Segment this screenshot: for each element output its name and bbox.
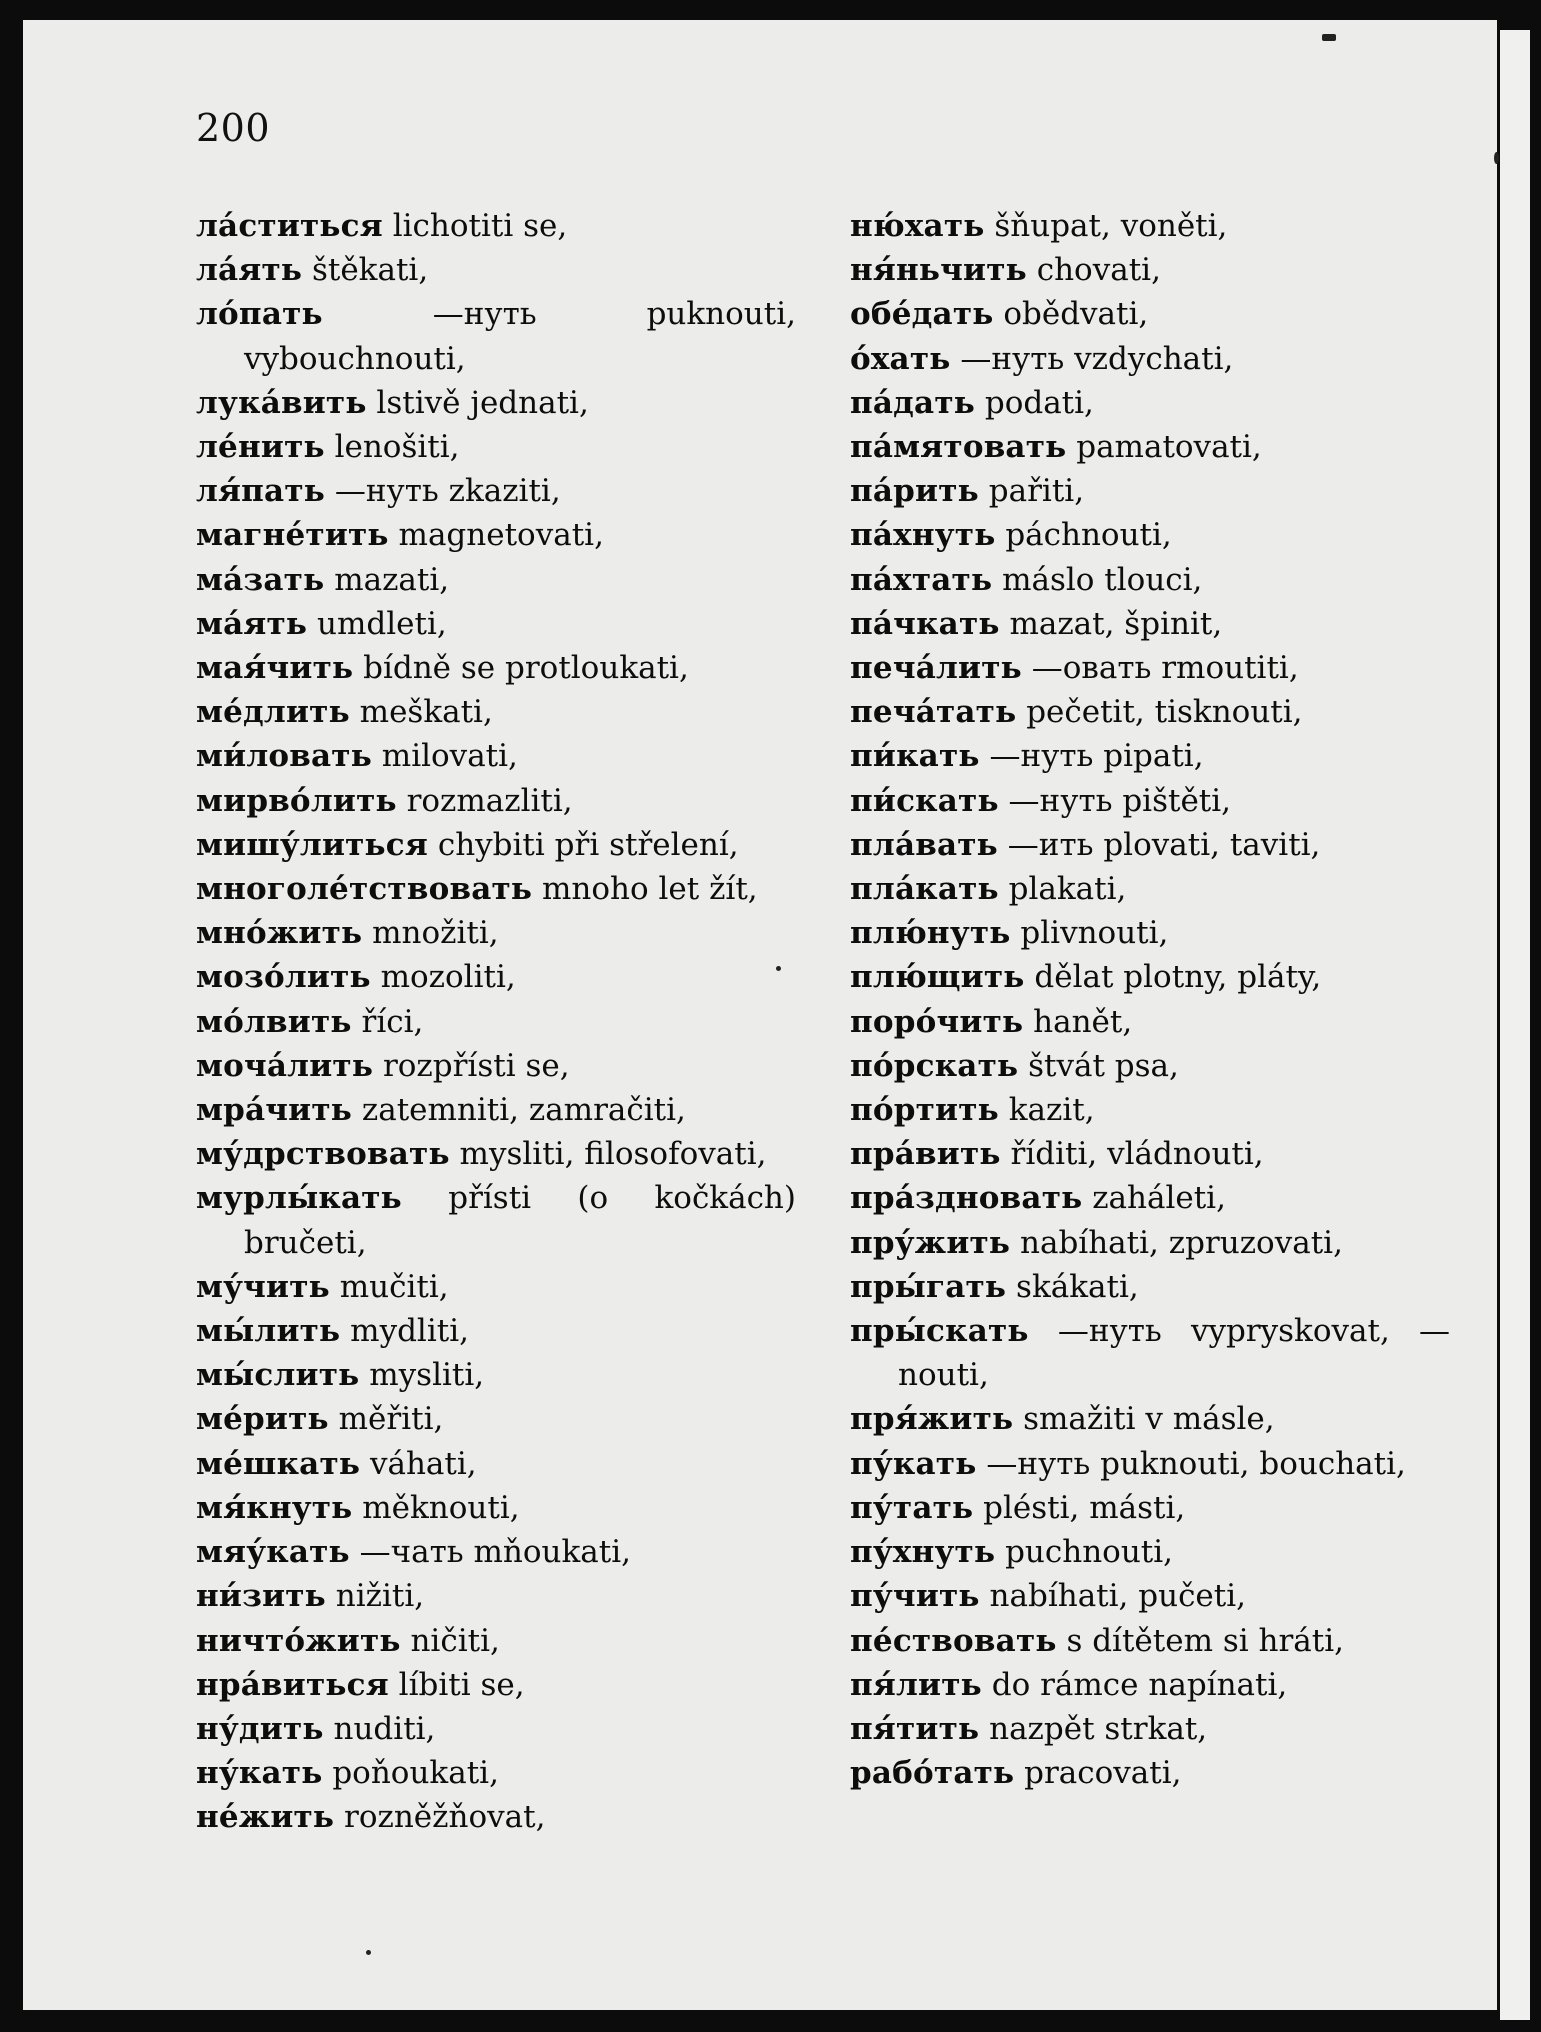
czech-translation: mydliti,	[350, 1313, 469, 1350]
czech-translation: chovati,	[1036, 252, 1161, 289]
right-column	[850, 204, 1450, 1795]
dictionary-entry	[850, 911, 1450, 955]
czech-translation: poňoukati,	[332, 1755, 499, 1792]
czech-translation: kazit,	[1008, 1092, 1095, 1129]
dictionary-entry	[196, 1176, 796, 1264]
czech-translation: —нуть vzdychati,	[960, 340, 1234, 377]
russian-verb: ме́шкать	[196, 1445, 361, 1482]
czech-translation: mazati,	[334, 561, 450, 598]
dictionary-entry	[196, 1397, 796, 1441]
russian-verb: ля́пать	[196, 473, 325, 510]
czech-translation: šňupat, voněti,	[994, 208, 1228, 244]
russian-verb: пла́кать	[850, 871, 999, 908]
dictionary-entry	[196, 734, 796, 778]
russian-verb: пла́вать	[850, 826, 998, 863]
dictionary-entry	[196, 1309, 796, 1353]
russian-verb: плю́щить	[850, 959, 1025, 996]
czech-translation: do rámce napínati,	[991, 1666, 1288, 1703]
russian-verb: печа́тать	[850, 694, 1017, 731]
dictionary-entry	[850, 646, 1450, 690]
dictionary-entry	[850, 1088, 1450, 1132]
czech-translation: —нуть zkaziti,	[334, 473, 561, 510]
czech-translation: mozoliti,	[380, 959, 516, 996]
dictionary-entry	[850, 1663, 1450, 1707]
czech-translation: mysliti, filosofovati,	[459, 1136, 767, 1173]
russian-verb: пру́жить	[850, 1224, 1011, 1261]
russian-verb: ничто́жить	[196, 1622, 401, 1659]
czech-translation: rozmazliti,	[406, 782, 573, 819]
dictionary-entry	[196, 292, 796, 380]
czech-translation: lichotiti se,	[392, 208, 568, 244]
czech-translation: říditi, vládnouti,	[1010, 1136, 1264, 1173]
russian-verb: ла́ять	[196, 252, 303, 289]
czech-translation: páchnouti,	[1005, 517, 1172, 554]
russian-verb: му́чить	[196, 1268, 330, 1305]
czech-translation: pracovati,	[1024, 1755, 1182, 1792]
czech-translation: říci,	[361, 1003, 424, 1040]
russian-verb: пра́здновать	[850, 1180, 1083, 1217]
czech-translation: nižiti,	[335, 1578, 425, 1615]
dictionary-entry	[850, 1530, 1450, 1574]
dictionary-entry	[196, 381, 796, 425]
russian-verb: пры́гать	[850, 1268, 1007, 1305]
czech-translation: pařiti,	[988, 473, 1085, 510]
russian-verb: лука́вить	[196, 384, 367, 421]
czech-translation: nabíhati, pučeti,	[989, 1578, 1247, 1615]
dictionary-entry	[850, 1397, 1450, 1441]
czech-translation: chybiti při střelení,	[437, 826, 739, 863]
dictionary-entry	[196, 204, 796, 248]
czech-translation: dělat plotny, pláty,	[1034, 959, 1322, 996]
dictionary-entry	[196, 1442, 796, 1486]
dictionary-entry	[196, 602, 796, 646]
czech-translation: rozpřísti se,	[382, 1047, 570, 1084]
dictionary-entry	[196, 955, 796, 999]
czech-translation: magnetovati,	[398, 517, 604, 554]
czech-translation: měknouti,	[362, 1489, 520, 1526]
russian-verb: нра́виться	[196, 1666, 389, 1703]
dictionary-entry	[196, 690, 796, 734]
dictionary-entry	[850, 292, 1450, 336]
russian-verb: мирво́лить	[196, 782, 397, 819]
dust-speck	[366, 1950, 371, 1955]
czech-translation: plésti, másti,	[983, 1489, 1186, 1526]
dictionary-entry	[850, 513, 1450, 557]
russian-verb: ня́ньчить	[850, 252, 1027, 289]
czech-translation: smažiti v másle,	[1023, 1401, 1275, 1438]
russian-verb: мурлы́кать	[196, 1180, 402, 1217]
russian-verb: магне́тить	[196, 517, 389, 554]
czech-translation: ničiti,	[410, 1622, 500, 1659]
czech-translation: skákati,	[1016, 1268, 1139, 1305]
czech-translation: štvát psa,	[1028, 1047, 1179, 1084]
russian-verb: па́хтать	[850, 561, 993, 598]
dictionary-entry	[196, 867, 796, 911]
russian-verb: поро́чить	[850, 1003, 1024, 1040]
russian-verb: ло́пать	[196, 296, 323, 333]
czech-translation: množiti,	[372, 915, 499, 952]
dictionary-entry	[196, 1619, 796, 1663]
dictionary-entry	[850, 823, 1450, 867]
left-column	[196, 204, 796, 1840]
czech-translation: lstivě jednati,	[376, 384, 589, 421]
russian-verb: ма́ять	[196, 605, 308, 642]
czech-translation: štěkati,	[311, 252, 429, 289]
dictionary-entry	[850, 558, 1450, 602]
dictionary-entry	[196, 1751, 796, 1795]
czech-translation: mučiti,	[339, 1268, 449, 1305]
czech-translation: meškati,	[359, 694, 493, 731]
russian-verb: па́хнуть	[850, 517, 996, 554]
russian-verb: по́рскать	[850, 1047, 1019, 1084]
dictionary-entry	[850, 1176, 1450, 1220]
russian-verb: многоле́тствовать	[196, 871, 533, 908]
czech-translation: nabíhati, zpruzovati,	[1020, 1224, 1343, 1261]
russian-verb: ну́дить	[196, 1710, 324, 1747]
russian-verb: па́рить	[850, 473, 979, 510]
russian-verb: па́дать	[850, 384, 975, 421]
russian-verb: мра́чить	[196, 1092, 353, 1129]
czech-translation: milovati,	[381, 738, 518, 775]
russian-verb: плю́нуть	[850, 915, 1011, 952]
dictionary-entry	[850, 1132, 1450, 1176]
russian-verb: пу́тать	[850, 1489, 974, 1526]
dictionary-entry	[850, 1707, 1450, 1751]
russian-verb: па́мятовать	[850, 429, 1067, 466]
czech-translation: —нуть pipati,	[989, 738, 1204, 775]
dictionary-entry	[196, 1486, 796, 1530]
dictionary-entry	[196, 1707, 796, 1751]
dictionary-entry	[850, 1221, 1450, 1265]
russian-verb: ма́зать	[196, 561, 325, 598]
czech-translation: nazpět strkat,	[989, 1710, 1208, 1747]
russian-verb: мы́слить	[196, 1357, 360, 1394]
dictionary-entry	[850, 1309, 1450, 1397]
czech-translation: bídně se protloukati,	[363, 650, 689, 687]
dictionary-entry	[196, 1088, 796, 1132]
czech-translation: —нуть puknouti, bouchati,	[986, 1445, 1406, 1482]
russian-verb: мы́лить	[196, 1313, 341, 1350]
dictionary-entry	[850, 1574, 1450, 1618]
russian-verb: рабо́тать	[850, 1755, 1015, 1792]
dictionary-entry	[196, 911, 796, 955]
dictionary-entry	[196, 1353, 796, 1397]
dictionary-entry	[196, 248, 796, 292]
russian-verb: му́дрствовать	[196, 1136, 450, 1173]
dictionary-entry	[196, 1000, 796, 1044]
dictionary-entry	[196, 469, 796, 513]
page-number: 200	[196, 106, 271, 150]
czech-translation: líbiti se,	[398, 1666, 525, 1703]
dictionary-entry	[850, 248, 1450, 292]
dictionary-entry	[850, 690, 1450, 734]
russian-verb: ле́нить	[196, 429, 325, 466]
russian-verb: мая́чить	[196, 650, 354, 687]
dictionary-entry	[850, 1000, 1450, 1044]
dictionary-entry	[850, 1265, 1450, 1309]
czech-translation: mnoho let žít,	[542, 871, 758, 908]
russian-verb: не́жить	[196, 1799, 335, 1836]
russian-verb: пра́вить	[850, 1136, 1001, 1173]
russian-verb: мо́лвить	[196, 1003, 352, 1040]
dust-speck	[1494, 152, 1499, 164]
dictionary-entry	[196, 1265, 796, 1309]
czech-translation: váhati,	[369, 1445, 477, 1482]
dictionary-entry	[850, 867, 1450, 911]
russian-verb: пи́скать	[850, 782, 999, 819]
russian-verb: обе́дать	[850, 296, 994, 333]
russian-verb: ню́хать	[850, 208, 985, 244]
dictionary-entry	[196, 558, 796, 602]
dictionary-entry	[196, 823, 796, 867]
czech-translation: pečetit, tisknouti,	[1026, 694, 1303, 731]
czech-translation: —нуть puknouti, vybouchnouti,	[244, 296, 797, 377]
czech-translation: zatemniti, zamračiti,	[361, 1092, 686, 1129]
russian-verb: ну́кать	[196, 1755, 323, 1792]
russian-verb: мишу́литься	[196, 826, 428, 863]
russian-verb: пу́хнуть	[850, 1534, 996, 1571]
dictionary-entry	[196, 1795, 796, 1839]
czech-translation: máslo tlouci,	[1002, 561, 1203, 598]
czech-translation: nuditi,	[333, 1710, 436, 1747]
russian-verb: пя́тить	[850, 1710, 980, 1747]
russian-verb: пя́лить	[850, 1666, 982, 1703]
dictionary-entry	[850, 425, 1450, 469]
dictionary-entry	[850, 779, 1450, 823]
dictionary-entry	[196, 425, 796, 469]
dictionary-entry	[196, 513, 796, 557]
russian-verb: мяу́кать	[196, 1534, 350, 1571]
dictionary-entry	[196, 779, 796, 823]
dictionary-entry	[850, 337, 1450, 381]
dictionary-entry	[850, 469, 1450, 513]
czech-translation: plivnouti,	[1020, 915, 1169, 952]
czech-translation: puchnouti,	[1005, 1534, 1174, 1571]
czech-translation: pamatovati,	[1076, 429, 1262, 466]
dictionary-entry	[850, 1619, 1450, 1663]
dictionary-entry	[850, 955, 1450, 999]
dictionary-entry	[850, 1442, 1450, 1486]
dictionary-entry	[850, 1486, 1450, 1530]
czech-translation: plakati,	[1008, 871, 1127, 908]
russian-verb: по́ртить	[850, 1092, 999, 1129]
czech-translation: zaháleti,	[1092, 1180, 1226, 1217]
russian-verb: ла́ститься	[196, 208, 383, 244]
russian-verb: пи́кать	[850, 738, 980, 775]
dictionary-entry	[196, 1663, 796, 1707]
russian-verb: мя́кнуть	[196, 1489, 353, 1526]
russian-verb: па́чкать	[850, 605, 1000, 642]
dictionary-entry	[196, 1044, 796, 1088]
czech-translation: —ить plovati, taviti,	[1007, 826, 1321, 863]
russian-verb: пры́скать	[850, 1313, 1029, 1350]
russian-verb: о́хать	[850, 340, 951, 377]
czech-translation: hanět,	[1033, 1003, 1133, 1040]
russian-verb: ми́ловать	[196, 738, 372, 775]
czech-translation: s dítětem si hráti,	[1066, 1622, 1344, 1659]
dust-speck	[776, 966, 781, 971]
dictionary-entry	[850, 734, 1450, 778]
czech-translation: —чать mňoukati,	[359, 1534, 631, 1571]
russian-verb: пря́жить	[850, 1401, 1014, 1438]
russian-verb: печа́лить	[850, 650, 1022, 687]
russian-verb: пе́ствовать	[850, 1622, 1057, 1659]
czech-translation: měřiti,	[338, 1401, 444, 1438]
dictionary-entry	[196, 1132, 796, 1176]
czech-translation: umdleti,	[317, 605, 447, 642]
dictionary-entry	[196, 646, 796, 690]
next-page-edge	[1500, 30, 1530, 2020]
russian-verb: пу́кать	[850, 1445, 977, 1482]
czech-translation: rozněžňovat,	[344, 1799, 546, 1836]
russian-verb: моча́лить	[196, 1047, 374, 1084]
dust-speck	[1322, 34, 1336, 41]
czech-translation: —овать rmoutiti,	[1031, 650, 1299, 687]
dictionary-entry	[196, 1574, 796, 1618]
russian-verb: мно́жить	[196, 915, 363, 952]
dictionary-entry	[850, 381, 1450, 425]
czech-translation: lenošiti,	[334, 429, 460, 466]
dictionary-entry	[850, 1751, 1450, 1795]
russian-verb: ме́длить	[196, 694, 350, 731]
czech-translation: mazat, špinit,	[1009, 605, 1223, 642]
dictionary-entry	[850, 204, 1450, 248]
dictionary-entry	[196, 1530, 796, 1574]
czech-translation: podati,	[984, 384, 1094, 421]
russian-verb: пу́чить	[850, 1578, 980, 1615]
russian-verb: ни́зить	[196, 1578, 326, 1615]
czech-translation: obědvati,	[1003, 296, 1149, 333]
russian-verb: мозо́лить	[196, 959, 371, 996]
czech-translation: —нуть pištěti,	[1008, 782, 1232, 819]
dictionary-entry	[850, 1044, 1450, 1088]
czech-translation: mysliti,	[369, 1357, 485, 1394]
czech-translation: přísti (o kočkách) bručeti,	[244, 1180, 796, 1261]
dictionary-entry	[850, 602, 1450, 646]
czech-translation: —нуть vypryskovat, —nouti,	[898, 1313, 1450, 1394]
russian-verb: ме́рить	[196, 1401, 329, 1438]
